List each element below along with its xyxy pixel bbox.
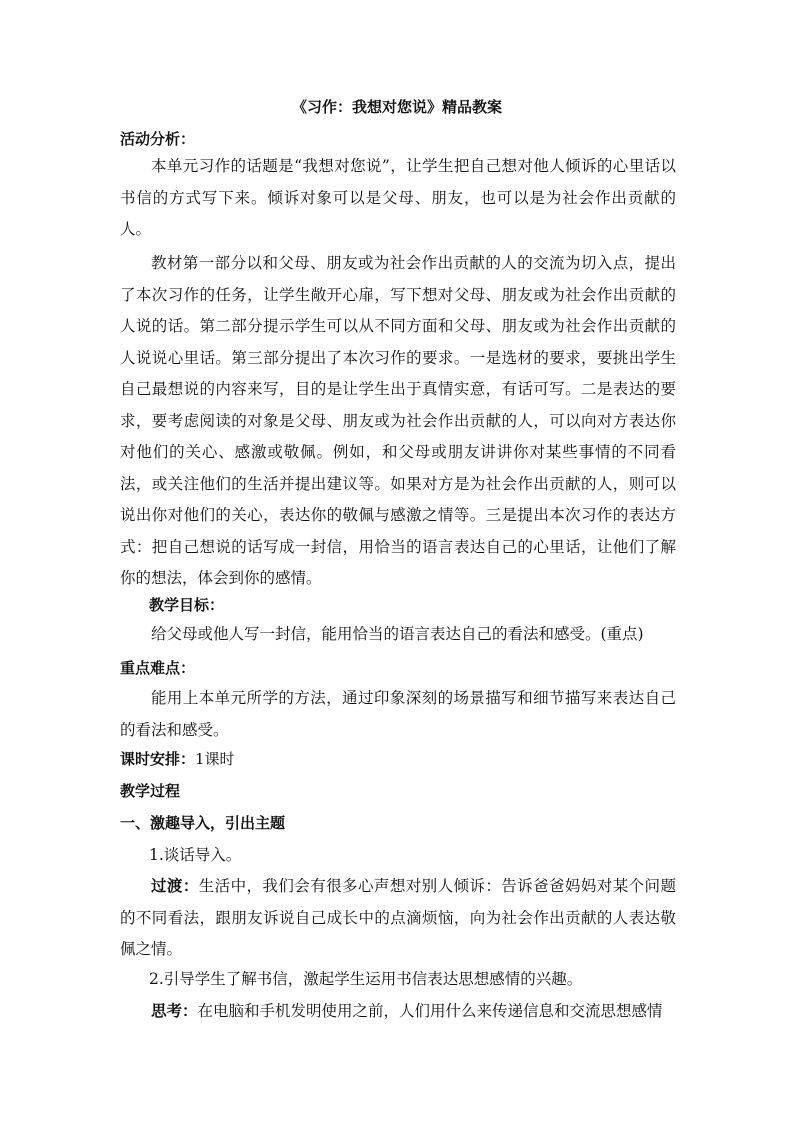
document-title: 《习作：我想对您说》精品教案 [291, 98, 502, 116]
activity-analysis-paragraph-1: 本单元习作的话题是“我想对您说”，让学生把自己想对他人倾诉的心里话以书信的方式写下来。倾诉对象可以是父母、朋友，也可以是为社会作出贡献的人。 [120, 157, 676, 238]
activity-analysis-paragraph-2: 教材第一部分以和父母、朋友或为社会作出贡献的人的交流为切入点，提出了本次习作的任务，让学生敞开心扉，写下想对父母、朋友或为社会作出贡献的人说的话。第二部分提示学生可以从不同方面和父母、朋友或为社会作出贡献的人说说心里话。第三部分提出了本次习作的要求。一是选材的要求，要挑出学生自己最想说的内容来写，目的是让学生出于真情实意，有话可写。二是表达的要求，要考虑阅读的对象是父母、朋友或为社会作出贡献的人，可以向对方表达你对他们的关心、感激或敬佩。例如，和父母或朋友讲讲你对某些事情的不同看法，或关注他们的生活并提出建议等。如果对方是为社会作出贡献的人，则可以说出你对他们的关心，表达你的敬佩与感激之情等。三是提出本次习作的表达方式：把自己想说的话写成一封信，用恰当的语言表达自己的心里话，让他们了解你的想法，体会到你的感情。 [120, 254, 676, 587]
section-1-item-2: 2.引导学生了解书信，激起学生运用书信表达思想感情的兴趣。 [149, 970, 583, 988]
schedule-value: 1课时 [195, 750, 235, 768]
schedule-row [120, 746, 235, 772]
transition-text: 生活中，我们会有很多心声想对别人倾诉：告诉爸爸妈妈对某个问题的不同看法，跟朋友诉说自己成长中的点滴烦恼，向为社会作出贡献的人表达敬佩之情。 [120, 877, 676, 958]
teaching-goal-heading: 教学目标： [149, 596, 225, 614]
teaching-process-heading: 教学过程 [120, 782, 181, 800]
section-1-heading: 一、激趣导入，引出主题 [120, 814, 286, 832]
teaching-goal-text: 给父母或他人写一封信，能用恰当的语言表达自己的看法和感受。(重点) [151, 625, 644, 643]
schedule-label: 课时安排： [120, 750, 196, 768]
section-1-item-1: 1.谈话导入。 [149, 846, 242, 864]
think-paragraph [120, 996, 676, 1028]
think-text: 在电脑和手机发明使用之前，人们用什么来传递信息和交流思想感情 [197, 1002, 663, 1020]
key-difficulty-heading: 重点难点： [120, 659, 196, 677]
think-label: 思考： [151, 1002, 198, 1020]
transition-paragraph [120, 871, 676, 966]
activity-analysis-heading: 活动分析： [120, 130, 196, 148]
key-difficulty-text: 能用上本单元所学的方法，通过印象深刻的场景描写和细节描写来表达自己的看法和感受。 [120, 689, 676, 739]
transition-label: 过渡： [151, 877, 199, 895]
